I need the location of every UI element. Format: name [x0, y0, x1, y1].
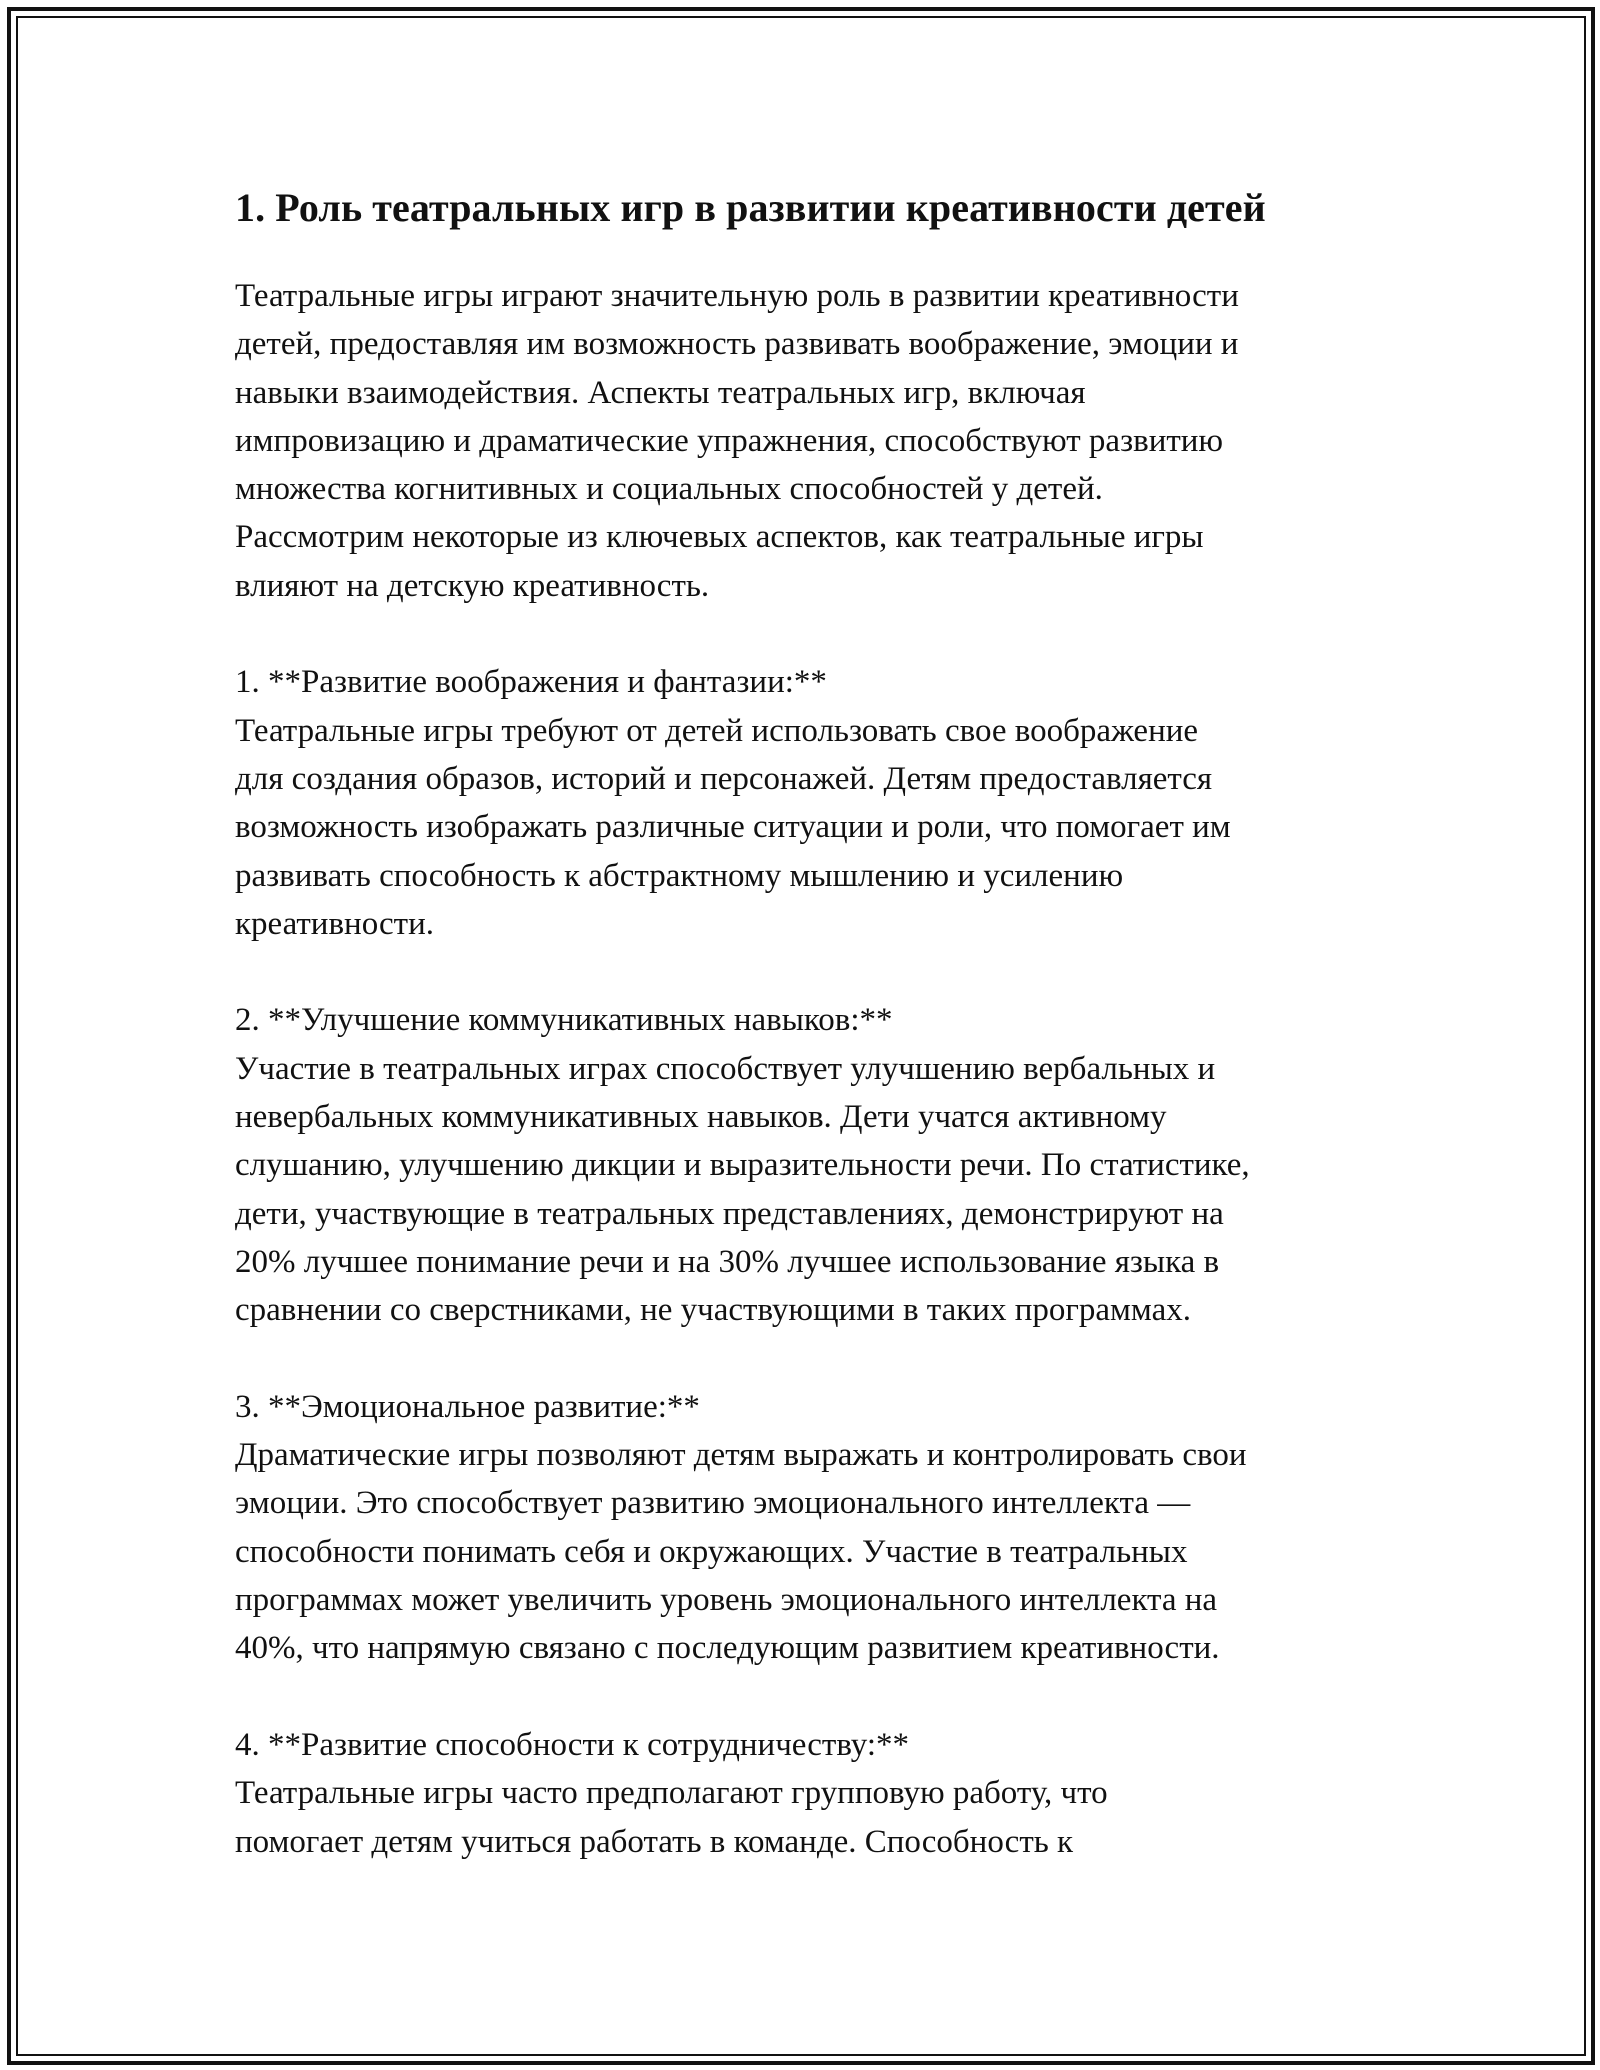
section-emotional	[235, 1383, 1405, 1673]
intro-paragraph: Театральные игры играют значительную роль в развитии креативности детей, предоставляя им возможность развивать воображение, эмоции и навыки взаимодействия. Аспекты театральных игр, включая импровизацию и драматические упражнения, способствуют развитию множества когнитивных и социальных способностей у детей. Рассмотрим некоторые из ключевых аспектов, как театральные игры влияют на детскую креативность.	[235, 278, 1239, 604]
section-title: 1. **Развитие воображения и фантазии:**	[235, 664, 827, 701]
section-title: 3. **Эмоциональное развитие:**	[235, 1388, 700, 1425]
section-heading: 1. Роль театральных игр в развитии креативности детей	[235, 185, 1266, 230]
section-body: Участие в театральных играх способствует улучшению вербальных и невербальных коммуникативных навыков. Дети учатся активному слушанию, улучшению дикции и выразительности речи. По статистике, дети, участвующие в театральных представлениях, демонстрируют на 20% лучшее понимание речи и на 30% лучшее использование языка в сравнении со сверстниками, не участвующими в таких программах.	[235, 1050, 1250, 1329]
section-body: Театральные игры часто предполагают групповую работу, что помогает детям учиться работать в команде. Способность к	[235, 1775, 1108, 1860]
section-cooperation	[235, 1721, 1405, 1866]
section-communication	[235, 996, 1405, 1334]
section-body: Драматические игры позволяют детям выражать и контролировать свои эмоции. Это способствует развитию эмоционального интеллекта — способности понимать себя и окружающих. Участие в театральных программах может увеличить уровень эмоционального интеллекта на 40%, что напрямую связано с последующим развитием креативности.	[235, 1437, 1247, 1667]
section-title: 2. **Улучшение коммуникативных навыков:**	[235, 1002, 893, 1039]
document-body	[235, 180, 1405, 1866]
section-body: Театральные игры требуют от детей использовать свое воображение для создания образов, историй и персонажей. Детям предоставляется возможность изображать различные ситуации и роли, что помогает им развивать способность к абстрактному мышлению и усилению креативности.	[235, 712, 1231, 942]
section-imagination	[235, 658, 1405, 948]
section-title: 4. **Развитие способности к сотрудничеству:**	[235, 1726, 910, 1763]
